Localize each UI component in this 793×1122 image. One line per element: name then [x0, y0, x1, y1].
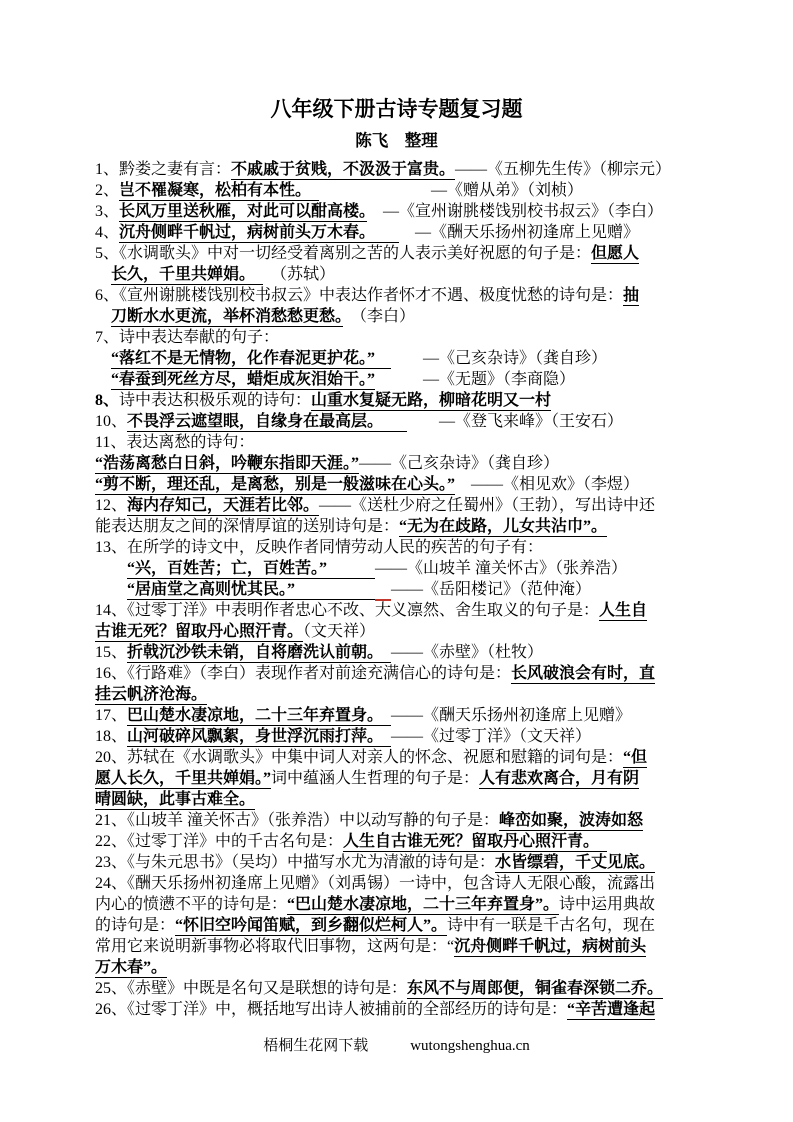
text-segment: ——《五柳先生传》（柳宗元） [455, 161, 672, 178]
document-line [95, 558, 711, 579]
document-line [95, 642, 711, 663]
text-segment: 20、苏轼在《水调歌头》中集中词人对亲人的怀念、祝愿和慰籍的词句是： [95, 749, 624, 766]
document-line [95, 327, 711, 348]
document-body [95, 159, 711, 1020]
text-segment: 15、 [95, 644, 128, 661]
text-segment: ——《过零丁洋》（文天祥） [391, 728, 592, 745]
document-line [95, 873, 711, 894]
answer-text: 水皆缥碧，千丈见底。 [495, 854, 656, 871]
document-line [95, 432, 711, 453]
answer-text: “巴山楚水凄凉地，二十三年弃置身”。 [287, 896, 560, 913]
text-segment: 5、《水调歌头》中对一切经受着离别之苦的人表示美好祝愿的句子是： [95, 245, 592, 262]
text-segment [95, 350, 111, 367]
document-line [95, 159, 711, 180]
text-segment [95, 581, 127, 598]
answer-text: 长风破浪会有时，直 [511, 665, 656, 682]
text-segment [95, 308, 111, 325]
text-segment: 18、 [95, 728, 128, 745]
document-line [95, 264, 711, 285]
answer-text: 沉舟侧畔千帆过，病树前头万木春。 [119, 224, 400, 241]
text-segment: 10、 [95, 413, 128, 430]
text-segment: —《宣州谢朓楼饯别校书叔云》（李白） [367, 203, 664, 220]
text-segment: ——《己亥杂诗》（龚自珍） [359, 455, 560, 472]
text-segment: 诗中有一联是千古名句，现在 [447, 917, 656, 934]
text-segment: 诗中运用典故 [559, 896, 656, 913]
answer-text: 愿人长久，千里共婵娟。” [95, 770, 272, 787]
answer-text: “兴，百姓苦；亡，百姓苦。” [127, 560, 376, 577]
text-segment: 16、《行路难》（李白）表现作者对前途充满信心的诗句是： [95, 665, 512, 682]
document-line [95, 579, 711, 600]
answer-text: “落红不是无情物，化作春泥更护花。” [111, 350, 392, 367]
answer-text: “辛苦遭逢起 [567, 1001, 656, 1018]
answer-text: 山重水复疑无路，柳暗花明又一村 [311, 392, 552, 409]
answer-text: 万木春”。 [95, 959, 168, 976]
text-segment: ——《送杜少府之任蜀州》（王勃），写出诗中还 [319, 497, 656, 514]
document-line [95, 726, 711, 747]
text-segment: 诗中表达积极乐观的诗句： [119, 392, 312, 409]
document-line [95, 222, 711, 243]
document-line [95, 915, 711, 936]
document-line [95, 180, 711, 201]
text-segment: 3、 [95, 203, 120, 220]
document-line [95, 306, 711, 327]
footer-site-name: 梧桐生花网下载 [263, 1038, 369, 1054]
document-line [95, 705, 711, 726]
answer-text: 不戚戚于贫贱，不汲汲于富贵。 [231, 161, 456, 178]
text-segment: 12、 [95, 497, 128, 514]
document-line [95, 768, 711, 789]
document-line [95, 957, 711, 978]
text-segment: ——《酬天乐扬州初逢席上见赠》 [391, 707, 632, 724]
document-line [95, 978, 711, 999]
answer-text: 东风不与周郎便，铜雀春深锁二乔。 [407, 980, 664, 997]
document-line [95, 684, 711, 705]
text-segment: 22、《过零丁洋》中的千古名句是： [95, 833, 344, 850]
document-line [95, 894, 711, 915]
text-segment [95, 266, 111, 283]
text-segment: 25、《赤壁》中既是名句又是联想的诗句是： [95, 980, 408, 997]
text-segment: 2、 [95, 182, 120, 199]
answer-text: 长风万里送秋雁，对此可以酣高楼。 [119, 203, 368, 220]
text-segment: 14、《过零丁洋》中表明作者忠心不改、大义凛然、舍生取义的句子是： [95, 602, 600, 619]
answer-text: 山河破碎风飘絮，身世浮沉雨打萍。 [127, 728, 392, 745]
answer-text: 巴山楚水凄凉地，二十三年弃置身。 [127, 707, 392, 724]
document-line [95, 747, 711, 768]
text-segment: 内心的愤懑不平的诗句是： [95, 896, 288, 913]
document-line [95, 663, 711, 684]
answer-text: “剪不断，理还乱，是离愁，别是一般滋味在心头。” [95, 476, 456, 493]
document-line [95, 411, 711, 432]
red-underline-mark [375, 581, 391, 601]
answer-text: 长久，千里共婵娟。 [111, 266, 264, 283]
document-line [95, 201, 711, 222]
document-line [95, 852, 711, 873]
text-segment: ——《相见欢》（李煜） [455, 476, 640, 493]
text-segment: 6、《宣州谢朓楼饯别校书叔云》中表达作者怀才不遇、极度忧愁的诗句是： [95, 287, 624, 304]
document-line [95, 831, 711, 852]
answer-text: 挂云帆济沧海。 [95, 686, 208, 703]
text-segment: 常用它来说明新事物必将取代旧事物，这两句是：“ [95, 938, 455, 955]
footer-site-url: wutongshenghua.cn [410, 1038, 530, 1054]
text-segment: （文天祥） [303, 623, 376, 640]
document-line [95, 516, 711, 537]
answer-text: 沉舟侧畔千帆过，病树前头 [454, 938, 647, 955]
answer-text: 但愿人 [591, 245, 640, 262]
answer-text: 刀断水水更流，举杯消愁愁更愁。 [111, 308, 344, 325]
document-line [95, 474, 711, 495]
answer-text: “无为在歧路，儿女共沾巾”。 [399, 518, 608, 535]
page-title: 八年级下册古诗专题复习题 [270, 97, 523, 121]
document-line [95, 285, 711, 306]
document-line [95, 243, 711, 264]
text-segment: 11、表达离愁的诗句： [95, 434, 255, 451]
answer-text: “但 [623, 749, 648, 766]
text-segment: 13、在所学的诗文中，反映作者同情劳动人民的疾苦的句子有： [95, 539, 544, 556]
text-segment: 1、黔娄之妻有言： [95, 161, 232, 178]
answer-text: 人生自 [599, 602, 648, 619]
text-segment: 4、 [95, 224, 120, 241]
document-line [95, 495, 711, 516]
text-segment: ——《山坡羊 潼关怀古》（张养浩） [375, 560, 628, 577]
text-segment: —《登飞来峰》（王安石） [407, 413, 624, 430]
answer-text: 折戟沉沙铁未销，自将磨洗认前朝。 [127, 644, 392, 661]
text-segment [95, 560, 127, 577]
text-segment: 26、《过零丁洋》中，概括地写出诗人被捕前的全部经历的诗句是： [95, 1001, 568, 1018]
text-segment: —《无题》（李商隐） [375, 371, 576, 388]
answer-text: 海内存知己，天涯若比邻。 [127, 497, 320, 514]
document-line [95, 999, 711, 1020]
document-line [95, 621, 711, 642]
text-segment [95, 371, 111, 388]
page-footer [0, 1036, 793, 1056]
page-subtitle: 陈飞 整理 [355, 131, 438, 150]
document-line [95, 789, 711, 810]
document-line [95, 810, 711, 831]
answer-text: 岂不罹凝寒，松柏有本性。 [119, 182, 320, 199]
document-line [95, 537, 711, 558]
document-line [95, 600, 711, 621]
document-line [95, 369, 711, 390]
answer-text: 古谁无死？留取丹心照汗青。 [95, 623, 304, 640]
document-line [95, 936, 711, 957]
answer-text: “居庙堂之高则忧其民。” [127, 581, 376, 598]
text-segment: 的诗句是： [95, 917, 176, 934]
text-segment: ——《赤壁》（杜牧） [391, 644, 544, 661]
text-segment: 词中蕴涵人生哲理的句子是： [271, 770, 480, 787]
answer-text: 不畏浮云遮望眼，自缘身在最高层。 [127, 413, 408, 430]
text-segment: （苏轼） [263, 266, 336, 283]
answer-text: “怀旧空吟闻笛赋，到乡翻似烂柯人”。 [175, 917, 448, 934]
text-segment: 7、诗中表达奉献的句子： [95, 329, 280, 346]
answer-text: 峰峦如聚，波涛如怒 [499, 812, 644, 829]
text-segment: 23、《与朱元思书》（吴均）中描写水尤为清澈的诗句是： [95, 854, 496, 871]
text-segment: —《酬天乐扬州初逢席上见赠》 [399, 224, 640, 241]
text-segment: 8、 [95, 392, 120, 409]
text-segment: （李白） [343, 308, 416, 325]
text-segment: 17、 [95, 707, 128, 724]
answer-text: 晴圆缺，此事古难全。 [95, 791, 256, 808]
document-line [95, 453, 711, 474]
answer-text: 人有悲欢离合，月有阴 [479, 770, 640, 787]
answer-text: 人生自古谁无死？留取丹心照汗青。 [343, 833, 608, 850]
answer-text: 抽 [623, 287, 640, 304]
text-segment: 能表达朋友之间的深情厚谊的送别诗句是： [95, 518, 400, 535]
text-segment: —《赠从弟》（刘桢） [319, 182, 584, 199]
answer-text: “浩荡离愁白日斜，吟鞭东指即天涯。” [95, 455, 360, 472]
text-segment: 21、《山坡羊 潼关怀古》（张养浩）中以动写静的句子是： [95, 812, 500, 829]
text-segment: 24、《酬天乐扬州初逢席上见赠》（刘禹锡）一诗中，包含诗人无限心酸，流露出 [95, 875, 656, 892]
text-segment: —《己亥杂诗》（龚自珍） [391, 350, 608, 367]
answer-text: “春蚕到死丝方尽，蜡炬成灰泪始干。” [111, 371, 376, 388]
document-line [95, 348, 711, 369]
document-line [95, 390, 711, 411]
text-segment: ——《岳阳楼记》（范仲淹） [391, 581, 592, 598]
